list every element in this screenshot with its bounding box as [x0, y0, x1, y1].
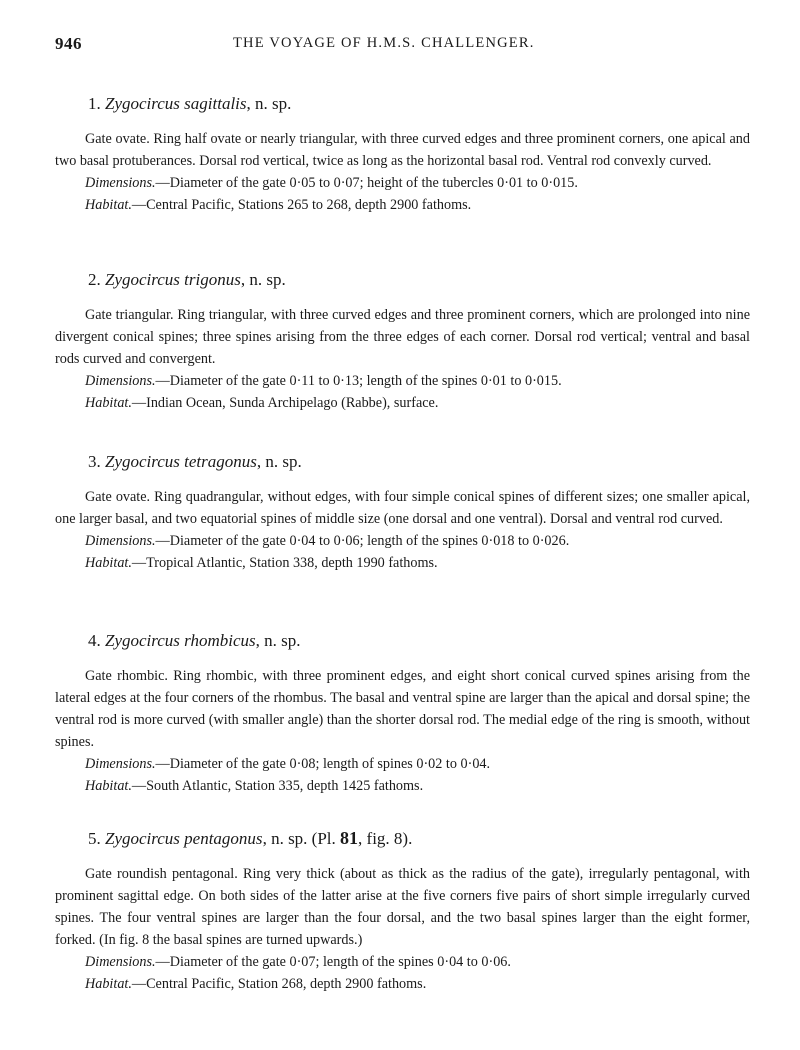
- dimensions-text: —Diameter of the gate 0·11 to 0·13; length of the spines 0·01 to 0·015.: [155, 373, 562, 389]
- habitat-line: [85, 552, 750, 574]
- dimensions-line: [85, 530, 750, 552]
- dimensions-label: Dimensions.: [85, 954, 156, 970]
- habitat-text: —Central Pacific, Stations 265 to 268, depth 2900 fathoms.: [131, 197, 472, 213]
- species-heading: [88, 452, 750, 472]
- dimensions-label: Dimensions.: [85, 756, 156, 772]
- species-description: Gate triangular. Ring triangular, with three curved edges and three prominent corners, which are prolonged into nine divergent conical spines; three spines arising from the three edges of each corner. Dorsal rod vertical; ventral and basal rods curved and convergent.: [55, 307, 750, 367]
- habitat-text: —Tropical Atlantic, Station 338, depth 1990 fathoms.: [131, 555, 438, 571]
- species-description: Gate ovate. Ring half ovate or nearly triangular, with three curved edges and three prominent corners, one apical and two basal protuberances. Dorsal rod vertical, twice as long as the horizontal basal rod. Ventral rod convexly curved.: [55, 131, 750, 169]
- dimensions-line: [85, 951, 750, 973]
- species-entry-4: [55, 631, 750, 797]
- habitat-line: [85, 194, 750, 216]
- dimensions-label: Dimensions.: [85, 373, 156, 389]
- habitat-text: —South Atlantic, Station 335, depth 1425 fathoms.: [131, 778, 424, 794]
- species-name: Zygocircus tetragonus: [105, 452, 257, 471]
- habitat-label: Habitat.: [85, 197, 132, 213]
- dimensions-line: [85, 753, 750, 775]
- plate-number: 81: [340, 828, 359, 848]
- species-entry-2: [55, 270, 750, 414]
- habitat-label: Habitat.: [85, 395, 132, 411]
- species-suffix: , n. sp.: [255, 631, 301, 650]
- species-number: 2.: [88, 270, 101, 289]
- dimensions-text: —Diameter of the gate 0·08; length of spines 0·02 to 0·04.: [155, 756, 491, 772]
- species-name: Zygocircus pentagonus: [105, 829, 263, 848]
- dimensions-line: [85, 370, 750, 392]
- species-entry-5: [55, 828, 750, 995]
- habitat-label: Habitat.: [85, 976, 132, 992]
- species-number: 4.: [88, 631, 101, 650]
- species-number: 5.: [88, 829, 101, 848]
- species-heading: [88, 270, 750, 290]
- page-header: [55, 34, 770, 58]
- running-title: THE VOYAGE OF H.M.S. CHALLENGER.: [233, 35, 535, 51]
- habitat-text: —Indian Ocean, Sunda Archipelago (Rabbe), surface.: [131, 395, 439, 411]
- species-description: Gate rhombic. Ring rhombic, with three prominent edges, and eight short conical curved spines arising from the lateral edges at the four corners of the rhombus. The basal and ventral spine are larger than the apical and dorsal spine; the ventral rod is more curved (with smaller angle) than the shorter dorsal rod. The medial edge of the ring is smooth, without spines.: [55, 668, 750, 750]
- species-suffix: , n. sp.: [246, 94, 292, 113]
- species-entry-1: [55, 94, 750, 216]
- species-suffix: , n. sp. (Pl.: [262, 829, 341, 848]
- dimensions-label: Dimensions.: [85, 533, 156, 549]
- species-entry-3: [55, 452, 750, 574]
- habitat-label: Habitat.: [85, 778, 132, 794]
- dimensions-text: —Diameter of the gate 0·07; length of the spines 0·04 to 0·06.: [155, 954, 511, 970]
- species-description: Gate roundish pentagonal. Ring very thick (about as thick as the radius of the gate), irregularly pentagonal, with prominent sagittal edge. On both sides of the latter arise at the five corners five pairs of short simple irregularly curved spines. The four ventral spines are larger than the four dorsal, and the two basal spines larger than the eight former, forked. (In fig. 8 the basal spines are turned upwards.): [55, 866, 750, 948]
- page-number: 946: [55, 34, 82, 53]
- species-heading: [88, 631, 750, 651]
- species-name: Zygocircus rhombicus: [105, 631, 256, 650]
- species-number: 3.: [88, 452, 101, 471]
- species-name: Zygocircus trigonus: [105, 270, 241, 289]
- species-description: Gate ovate. Ring quadrangular, without edges, with four simple conical spines of different sizes; one smaller apical, one larger basal, and two equatorial spines of middle size (one dorsal and one ventral). Dorsal and ventral rod curved.: [55, 489, 750, 527]
- species-suffix: , n. sp.: [256, 452, 302, 471]
- species-name: Zygocircus sagittalis: [105, 94, 247, 113]
- species-suffix: , n. sp.: [240, 270, 286, 289]
- habitat-label: Habitat.: [85, 555, 132, 571]
- dimensions-line: [85, 172, 750, 194]
- dimensions-text: —Diameter of the gate 0·05 to 0·07; height of the tubercles 0·01 to 0·015.: [155, 175, 578, 191]
- species-number: 1.: [88, 94, 101, 113]
- dimensions-label: Dimensions.: [85, 175, 156, 191]
- habitat-line: [85, 775, 750, 797]
- dimensions-text: —Diameter of the gate 0·04 to 0·06; length of the spines 0·018 to 0·026.: [155, 533, 570, 549]
- plate-suffix: , fig. 8).: [358, 829, 413, 848]
- habitat-text: —Central Pacific, Station 268, depth 2900 fathoms.: [131, 976, 427, 992]
- species-heading: [88, 828, 750, 849]
- species-heading: [88, 94, 750, 114]
- habitat-line: [85, 392, 750, 414]
- habitat-line: [85, 973, 750, 995]
